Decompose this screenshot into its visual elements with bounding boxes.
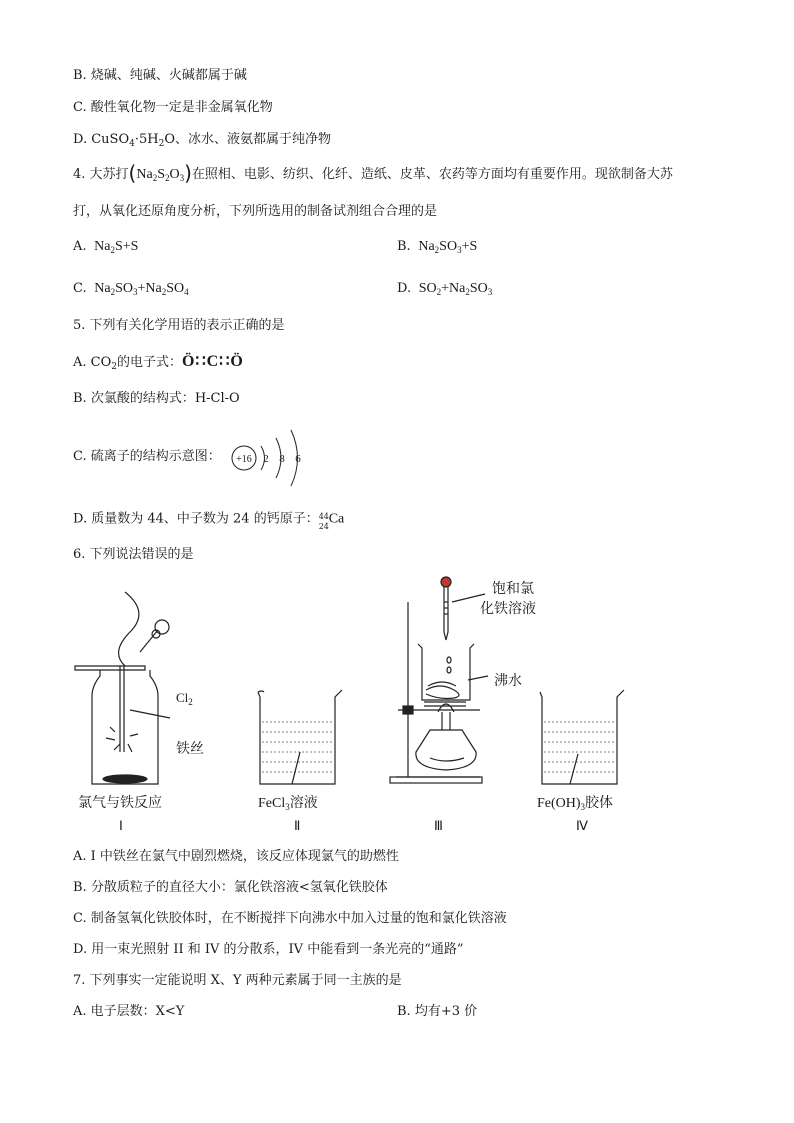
q7-option-b: B. 均有+3 价 bbox=[397, 1004, 478, 1019]
caption-iv: $Fe(OH)_3$胶体 bbox=[537, 796, 614, 812]
q4-option-b: B. $Na_2SO_3+S$ bbox=[397, 239, 478, 255]
saturated-label-line1: 饱和氯 bbox=[492, 582, 534, 597]
caption-i: 氯气与铁反应 bbox=[78, 796, 162, 811]
caption-ii: FeCl$_3$溶液 bbox=[258, 796, 318, 812]
q6-option-b: B. 分散质粒子的直径大小：氯化铁溶液<氢氧化铁胶体 bbox=[73, 880, 388, 895]
beaker-ii-icon bbox=[258, 690, 342, 784]
q5-option-c: C. 硫离子的结构示意图： bbox=[73, 449, 221, 464]
q6-stem: 6. 下列说法错误的是 bbox=[73, 547, 194, 562]
gas-bottle-icon bbox=[75, 592, 170, 784]
q5-option-a: A. $CO_2$的电子式：Ö∷C∷Ö bbox=[73, 353, 244, 372]
q4-option-c: C. $Na_2SO_3+Na_2SO_4$ bbox=[73, 281, 189, 297]
calcium-nuclide: 44 24 bbox=[318, 512, 329, 531]
q5-option-b: B. 次氯酸的结构式：H-Cl-O bbox=[73, 391, 240, 406]
iron-wire-label: 铁丝 bbox=[176, 742, 204, 757]
q7-stem: 7. 下列事实一定能说明 X、Y 两种元素属于同一主族的是 bbox=[73, 973, 402, 988]
saturated-label-line2: 化铁溶液 bbox=[480, 602, 536, 617]
dropper-icon bbox=[441, 577, 485, 640]
q5-option-d: D. 质量数为 44、中子数为 24 的钙原子： 44 24 Ca bbox=[73, 511, 345, 531]
q4-stem-line1: 4. 大苏打$(Na_2S_2O_3)$在照相、电影、纺织、化纤、造纸、皮革、农药等方面均有重要作用。现欲制备大苏 bbox=[73, 161, 673, 185]
q7-option-a: A. 电子层数：X<Y bbox=[73, 1004, 185, 1019]
q3-option-b: B. 烧碱、纯碱、火碱都属于碱 bbox=[73, 68, 247, 83]
q4-option-d: D. $SO_2+Na_2SO_3$ bbox=[397, 281, 493, 297]
q6-option-a: A. I 中铁丝在氯气中剧烈燃烧，该反应体现氯气的助燃性 bbox=[73, 849, 399, 864]
beaker-iii-icon bbox=[418, 644, 474, 700]
roman-iii: Ⅲ bbox=[434, 818, 443, 833]
q4-option-a: A. $Na_2S+S$ bbox=[73, 239, 139, 255]
chlorine-label: $Cl_2$ bbox=[176, 690, 193, 707]
shell-3-electrons: 6 bbox=[295, 453, 301, 465]
q3-option-d: D. $CuSO_4\cdot 5H_2O$、冰水、液氨都属于纯净物 bbox=[73, 132, 331, 149]
roman-iv: Ⅳ bbox=[576, 818, 588, 833]
sulfur-ion-structure-diagram bbox=[228, 428, 308, 490]
q3-option-c: C. 酸性氧化物一定是非金属氧化物 bbox=[73, 100, 273, 115]
ring-stand-icon bbox=[390, 602, 482, 783]
nucleus-charge: +16 bbox=[236, 454, 252, 465]
q6-option-d: D. 用一束光照射 II 和 IV 的分散系，IV 中能看到一条光亮的“通路” bbox=[73, 942, 464, 957]
q6-option-c: C. 制备氢氧化铁胶体时，在不断搅拌下向沸水中加入过量的饱和氯化铁溶液 bbox=[73, 911, 507, 926]
beaker-iv-icon bbox=[540, 690, 624, 784]
q5-stem: 5. 下列有关化学用语的表示正确的是 bbox=[73, 318, 285, 333]
shell-1-electrons: 2 bbox=[263, 453, 269, 465]
roman-ii: Ⅱ bbox=[294, 818, 301, 833]
boiling-water-label: 沸水 bbox=[494, 674, 522, 689]
co2-lewis-structure: Ö∷C∷Ö bbox=[182, 353, 244, 370]
experiment-figure bbox=[70, 572, 630, 837]
q4-stem-line2: 打，从氧化还原角度分析，下列所选用的制备试剂组合合理的是 bbox=[73, 204, 438, 219]
roman-i: Ⅰ bbox=[119, 818, 123, 833]
shell-2-electrons: 8 bbox=[279, 453, 285, 465]
